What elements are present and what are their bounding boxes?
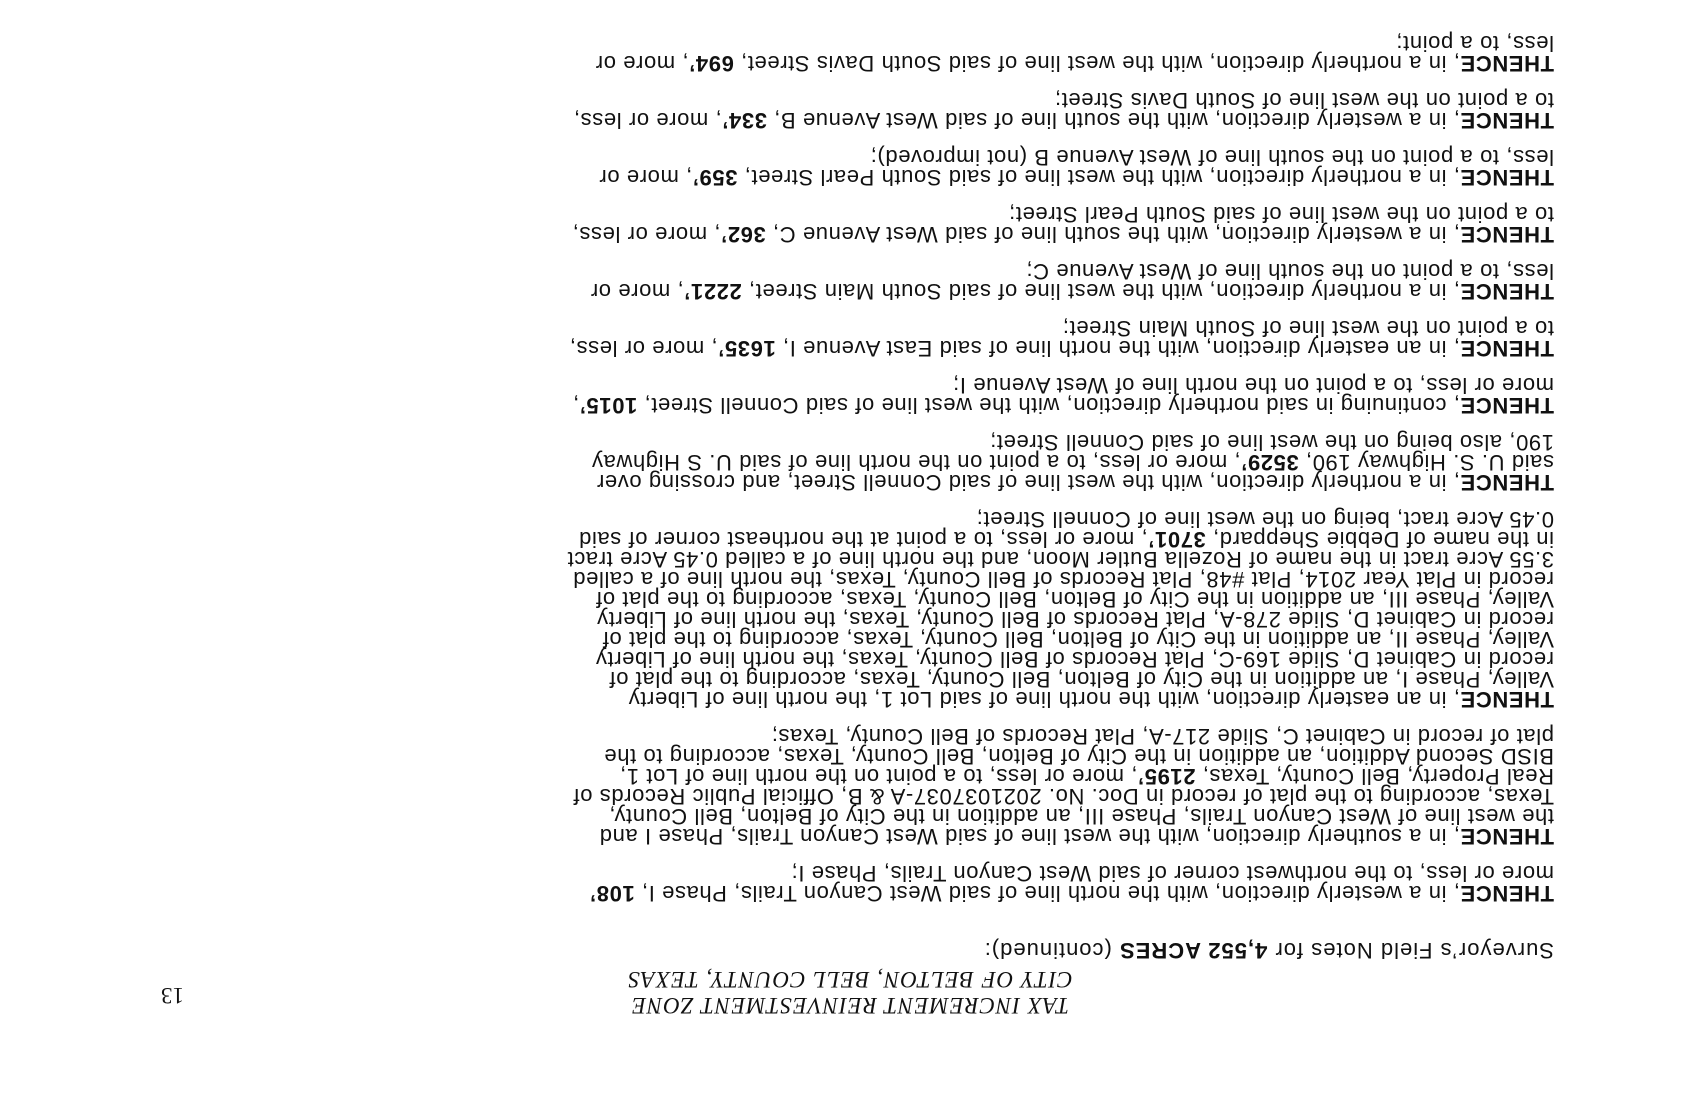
text-segment: Texas, according to the plat of record in Doc. No. 2021037037-A & B, Official Public Records of bbox=[572, 784, 1554, 809]
bold-text: THENCE bbox=[1459, 336, 1554, 361]
text-line bbox=[154, 861, 1554, 886]
bold-text: THENCE bbox=[1459, 279, 1554, 304]
text-segment: plat of record in Cabinet C, Slide 217-A, Plat Records of Bell County, Texas; bbox=[771, 724, 1554, 749]
text-line bbox=[154, 547, 1554, 572]
bold-text: THENCE bbox=[1459, 165, 1554, 190]
paragraph bbox=[154, 31, 1554, 76]
text-line bbox=[154, 108, 1554, 133]
bold-text: 108’ bbox=[589, 881, 635, 906]
paragraph bbox=[154, 430, 1554, 495]
text-segment: to a point on the west line of South Davis Street; bbox=[1054, 88, 1554, 113]
bold-text: 2221’ bbox=[683, 279, 742, 304]
text-line bbox=[154, 336, 1554, 361]
text-line bbox=[154, 881, 1554, 906]
bold-text: 359’ bbox=[692, 165, 738, 190]
section-heading bbox=[984, 937, 1554, 963]
text-line bbox=[154, 51, 1554, 76]
text-segment: Valley, Phase I, an addition in the City of Belton, Bell County, Texas, according to the plat of bbox=[608, 667, 1554, 692]
text-segment: less, to a point on the south line of West Avenue B (not improved); bbox=[870, 145, 1554, 170]
bold-text: 3529’ bbox=[1240, 450, 1299, 475]
paragraph bbox=[154, 507, 1554, 712]
bold-text: 694’ bbox=[688, 51, 734, 76]
bold-text: THENCE bbox=[1459, 51, 1554, 76]
text-line bbox=[154, 804, 1554, 829]
text-line bbox=[154, 145, 1554, 170]
text-segment: , in an easterly direction, with the north line of said Lot 1, the north line of Liberty bbox=[628, 687, 1460, 712]
text-segment: record in Cabinet D, Slide 169-C, Plat Records of Bell County, Texas, the north line of Liberty bbox=[595, 647, 1554, 672]
text-line bbox=[154, 202, 1554, 227]
text-segment: 3.55 Acre tract in the name of Rozella Butler Moon, and the north line of a called 0.45 Acre tract bbox=[567, 547, 1554, 572]
bold-text: THENCE bbox=[1459, 222, 1554, 247]
paragraph bbox=[154, 88, 1554, 133]
paragraph bbox=[154, 861, 1554, 906]
text-segment: more or less, to the northwest corner of said West Canyon Trails, Phase I; bbox=[791, 861, 1554, 886]
header-title: TAX INCREMENT REINVESTMENT ZONE bbox=[631, 993, 1070, 1018]
text-line bbox=[154, 527, 1554, 552]
text-segment: , in a westerly direction, with the north line of said West Canyon Trails, Phase I, bbox=[634, 881, 1460, 906]
text-segment: Real Property, Bell County, Texas, bbox=[1195, 764, 1554, 789]
bold-text: 1015’ bbox=[579, 393, 638, 418]
field-notes-body bbox=[154, 16, 1554, 906]
bold-text: THENCE bbox=[1459, 824, 1554, 849]
text-segment: less, to a point on the south line of West Avenue C; bbox=[1025, 259, 1554, 284]
heading-prefix: Surveyor’s Field Notes for bbox=[1267, 938, 1554, 963]
text-segment: , in a westerly direction, with the south line of said West Avenue B, bbox=[766, 108, 1460, 133]
text-segment: Valley, Phase III, an addition in the City of Belton, Bell County, Texas, according to the plat of bbox=[595, 587, 1554, 612]
text-segment: record in Cabinet D, Slide 278-A, Plat Records of Bell County, Texas, the north line of Liberty bbox=[596, 607, 1554, 632]
text-line bbox=[154, 784, 1554, 809]
text-segment: 190, also being on the west line of said Connell Street; bbox=[989, 430, 1554, 455]
text-segment: , in an easterly direction, with the north line of said East Avenue I, bbox=[775, 336, 1460, 361]
text-segment: , more or less, to a point on the north line of said U. S Highway bbox=[591, 450, 1241, 475]
text-segment: less, to a point; bbox=[1395, 31, 1554, 56]
text-line bbox=[154, 450, 1554, 475]
text-segment: , in a southerly direction, with the west line of said West Canyon Trails, Phase I and bbox=[599, 824, 1460, 849]
text-line bbox=[154, 607, 1554, 632]
text-segment: Valley, Phase II, an addition in the City of Belton, Bell County, Texas, according to the plat of bbox=[602, 627, 1554, 652]
bold-text: THENCE bbox=[1459, 881, 1554, 906]
text-segment: , more or bbox=[595, 51, 689, 76]
paragraph bbox=[154, 373, 1554, 418]
heading-acres: 4,552 ACRES bbox=[1119, 938, 1268, 963]
bold-text: 1635’ bbox=[717, 336, 776, 361]
text-line bbox=[154, 279, 1554, 304]
bold-text: THENCE bbox=[1459, 393, 1554, 418]
text-line bbox=[154, 430, 1554, 455]
text-segment: 0.45 Acre tract, being on the west line of Connell Street; bbox=[976, 507, 1554, 532]
text-segment: , in a northerly direction, with the west line of said South Davis Street, bbox=[733, 51, 1460, 76]
text-segment: , continuing in said northerly direction, with the west line of said Connell Street, bbox=[637, 393, 1460, 418]
text-line bbox=[154, 222, 1554, 247]
paragraph bbox=[154, 724, 1554, 849]
header-subtitle: CITY OF BELTON, BELL COUNTY, TEXAS bbox=[627, 967, 1073, 992]
text-segment: , more or less, bbox=[572, 222, 721, 247]
text-segment: in the name of Debbie Sheppard, bbox=[1205, 527, 1554, 552]
text-line bbox=[154, 316, 1554, 341]
paragraph bbox=[154, 202, 1554, 247]
bold-text: 362’ bbox=[720, 222, 766, 247]
text-line bbox=[154, 507, 1554, 532]
text-line bbox=[154, 587, 1554, 612]
text-line bbox=[154, 687, 1554, 712]
text-segment: , more or bbox=[598, 165, 693, 190]
text-segment: , more or less, bbox=[569, 336, 718, 361]
text-line bbox=[154, 724, 1554, 749]
text-line bbox=[154, 764, 1554, 789]
paragraph bbox=[154, 259, 1554, 304]
paragraph bbox=[154, 145, 1554, 190]
text-segment: , more or less, bbox=[573, 108, 722, 133]
text-segment: to a point on the west line of South Main Street; bbox=[1062, 316, 1554, 341]
bold-text: THENCE bbox=[1459, 687, 1554, 712]
text-line bbox=[154, 744, 1554, 769]
page-header bbox=[0, 966, 1700, 1018]
text-segment: the west line of West Canyon Trails, Phase III, an addition in the City of Belton, Bell County, bbox=[608, 804, 1554, 829]
text-line bbox=[154, 373, 1554, 398]
text-line bbox=[154, 165, 1554, 190]
text-segment: , in a northerly direction, with the west line of said South Pearl Street, bbox=[737, 165, 1460, 190]
text-line bbox=[154, 824, 1554, 849]
text-line bbox=[154, 567, 1554, 592]
text-segment: , in a northerly direction, with the west line of said South Main Street, bbox=[741, 279, 1460, 304]
text-segment: , more or less, to a point on the north line of Lot 1, bbox=[619, 764, 1138, 789]
text-line bbox=[154, 470, 1554, 495]
text-line bbox=[154, 88, 1554, 113]
text-segment: , in a northerly direction, with the west line of said Connell Street, and crossing over bbox=[596, 470, 1460, 495]
text-line bbox=[154, 259, 1554, 284]
text-line bbox=[154, 627, 1554, 652]
text-line bbox=[154, 393, 1554, 418]
text-segment: more or less, to a point on the north line of West Avenue I; bbox=[952, 373, 1554, 398]
heading-suffix: (continued): bbox=[983, 938, 1119, 963]
text-segment: , bbox=[572, 393, 580, 418]
bold-text: 334’ bbox=[721, 108, 767, 133]
text-line bbox=[154, 647, 1554, 672]
text-line bbox=[154, 31, 1554, 56]
text-segment: , more or bbox=[590, 279, 684, 304]
bold-text: 3701’ bbox=[1147, 527, 1206, 552]
text-segment: to a point on the west line of said South Pearl Street; bbox=[1008, 202, 1554, 227]
text-segment: , more or less, to a point at the northeast corner of said bbox=[578, 527, 1148, 552]
bold-text: THENCE bbox=[1459, 108, 1554, 133]
bold-text: 2195’ bbox=[1137, 764, 1196, 789]
bold-text: THENCE bbox=[1459, 470, 1554, 495]
text-segment: , in a westerly direction, with the south line of said West Avenue C, bbox=[765, 222, 1460, 247]
text-segment: said U. S. Highway 190, bbox=[1298, 450, 1554, 475]
text-segment: record in Plat Year 2014, Plat #48, Plat Records of Bell County, Texas, the north line of a called bbox=[572, 567, 1554, 592]
page-number: 13 bbox=[161, 983, 184, 1008]
text-segment: BISD Second Addition, an addition in the City of Belton, Bell County, Texas, according to the bbox=[603, 744, 1554, 769]
text-line bbox=[154, 667, 1554, 692]
paragraph bbox=[154, 316, 1554, 361]
